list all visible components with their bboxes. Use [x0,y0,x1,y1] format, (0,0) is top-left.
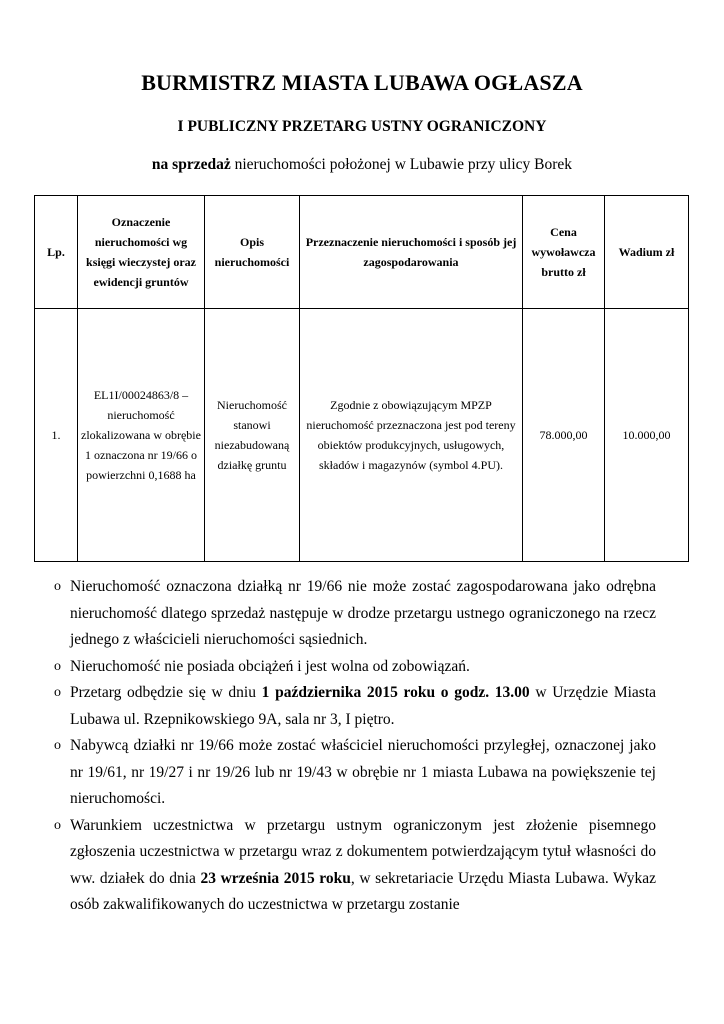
property-table [34,195,689,562]
header-cena: Cena wywoławcza brutto zł [523,196,605,309]
deadline-date: 23 września 2015 roku [200,869,351,887]
auction-date: 1 października 2015 roku o godz. 13.00 [261,684,530,701]
list-item-text: Przetarg odbędzie się w dniu [70,684,262,701]
header-lp: Lp. [35,196,78,309]
cell-cena: 78.000,00 [523,309,605,562]
list-item-text: Nieruchomość oznaczona działką nr 19/66 nie może zostać zagospodarowana jako odrębna nieruchomość dlatego sprzedaż następuje w drodze przetargu ustnego ograniczonego na rzecz jednego z właścicieli nieruchomości sąsiednich. [70,578,656,648]
list-item [70,654,656,681]
lead-rest: nieruchomości położonej w Lubawie przy ulicy Borek [230,156,573,173]
cell-przeznaczenie: Zgodnie z obowiązującym MPZP nieruchomość przeznaczona jest pod tereny obiektów produkcyjnych, usługowych, składów i magazynów (symbol 4.PU). [300,309,523,562]
conditions-list [70,574,656,919]
table-row [35,309,689,562]
list-item-text: , w sekretariacie Urzędu Miasta Lubawa. Wykaz osób zakwalifikowanych do uczestnictwa w przetargu zostanie [70,869,656,913]
list-item-text: Nieruchomość nie posiada obciążeń i jest wolna od zobowiązań. [70,657,470,675]
header-opis: Opis nieruchomości [205,196,300,309]
lead-bold: na sprzedaż [151,156,231,173]
cell-oznaczenie: EL1I/00024863/8 – nieruchomość zlokalizowana w obrębie 1 oznaczona nr 19/66 o powierzchni 0,1688 ha [78,309,205,562]
table-header-row [35,196,689,309]
list-item-text: Warunkiem uczestnictwa w przetargu ustnym ograniczonym jest złożenie pisemnego zgłoszenia uczestnictwa w przetargu wraz z dokumentem potwierdzającym tytuł własności do ww. działek do dnia [70,816,656,887]
cell-lp: 1. [35,309,78,562]
announcement-title: BURMISTRZ MIASTA LUBAWA OGŁASZA [141,70,583,95]
list-item [70,733,656,813]
header-oznaczenie: Oznaczenie nieruchomości wg księgi wieczystej oraz ewidencji gruntów [78,196,205,309]
cell-wadium: 10.000,00 [605,309,689,562]
cell-opis: Nieruchomość stanowi niezabudowaną działkę gruntu [205,309,300,562]
list-item [70,680,656,733]
header-wadium: Wadium zł [605,196,689,309]
announcement-lead [0,156,724,174]
list-item-text: Nabywcą działki nr 19/66 może zostać właściciel nieruchomości przyległej, oznaczonej jako nr 19/61, nr 19/27 i nr 19/26 lub nr 19/43 w obrębie nr 1 miasta Lubawa na powiększenie tej nieruchomości. [70,737,656,807]
list-item [70,813,656,919]
list-item [70,574,656,654]
list-item-text: w Urzędzie Miasta Lubawa ul. Rzepnikowskiego 9A, sala nr 3, I piętro. [70,684,657,728]
header-przeznaczenie: Przeznaczenie nieruchomości i sposób jej zagospodarowania [300,196,523,309]
announcement-subtitle: I PUBLICZNY PRZETARG USTNY OGRANICZONY [177,118,547,135]
